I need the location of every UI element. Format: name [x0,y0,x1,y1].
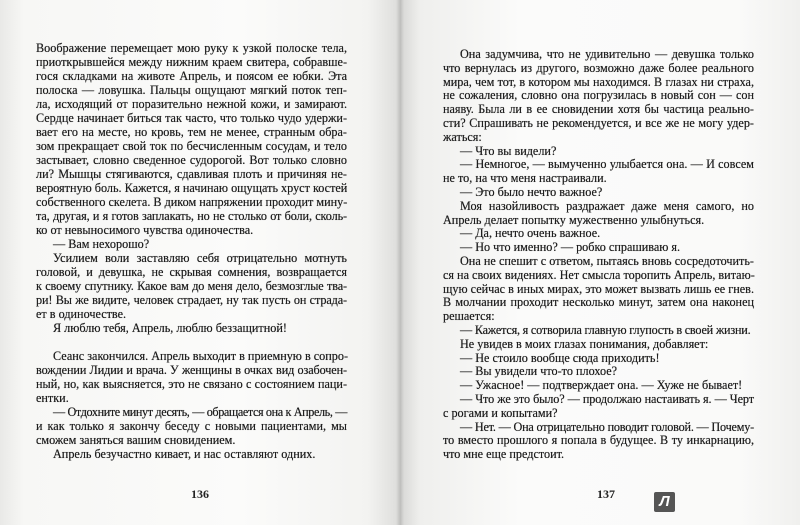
text-line: — Не стоило вообще сюда приходить! [460,350,660,365]
text-line: к своему спутнику. Какое вам до меня дело, безмозглые тва- [36,279,347,294]
text-line: жаться: [443,129,482,144]
text-line: Не увидев в моих глазах понимания, добавляет: [460,336,709,351]
text-line: ли? Мышцы стягиваются, сдавливая плоть и причиняя не- [36,167,347,182]
text-line: что мне еще предстоит. [443,447,565,462]
text-line: — Вы увидели что-то плохое? [460,364,618,379]
text-line: не то, на что меня настраивали. [443,171,607,186]
text-line: — Да, нечто очень важное. [460,226,601,241]
text-line: решается: [443,309,495,324]
text-line: — Кажется, я сотворила главную глупость в своей жизни. [460,322,751,337]
text-line: полоска — ловушка. Пальцы ощущают мягкий поток теп- [36,83,347,98]
text-line: Усилием воли заставляю себя отрицательно мотнуть [53,251,347,266]
text-line: Моя назойливость раздражает даже меня самого, но [460,198,754,213]
right-page [400,0,800,525]
text-line: Она не спешит с ответом, пытаясь вновь сосредоточить- [460,253,754,268]
text-line: Воображение перемещает мою руку к узкой полоске тела, [36,41,347,55]
text-line: — Это было нечто важное? [460,184,603,199]
text-line: ный, но, как выясняется, это не связано с состоянием паци- [36,377,347,392]
text-line: зом прекращает свой ток по бесчисленным сосудам, и тело [36,139,347,154]
text-line: вероятную боль. Кажется, я начинаю ощущать хруст костей [36,181,348,196]
text-line: — Вам нехорошо? [53,237,150,252]
text-line: что вернулась из другого, возможно даже более реального [443,60,754,75]
text-line: ся на своих видениях. Нет смысла торопить Апрель, витаю- [443,267,755,282]
text-line: ет в одиночестве. [36,307,127,322]
text-line: сти? Спрашивать не рекомендуется, и все же не могу удер- [443,115,754,130]
text-line: то вместо прошлого я попала в будущее. В ту инкарнацию, [443,433,754,448]
text-line: вает его на месте, но кровь, тем не менее, странным обра- [36,125,347,140]
text-line: гося складками на животе Апрель, и поясом ее юбки. Эта [36,69,347,84]
text-line: — Что вы видели? [460,143,557,158]
text-line: — Что же это было? — продолжаю настаивать я. — Черт [460,391,754,406]
text-line: сможем заняться вашим сновидением. [36,433,236,448]
text-line: Она задумчива, что не удивительно — девушка только [460,47,754,61]
text-line: приоткрывшейся между нижним краем свитера, собравше- [36,55,347,70]
blank-line [36,335,347,349]
page-number-left: 136 [191,487,209,501]
book-gutter [396,0,404,525]
text-line: и как только я закончу беседу с новыми пациентами, мы [36,419,347,434]
text-line: — Ужасное! — подтверждает она. — Хуже не бывает! [460,378,743,393]
text-line: — Нет. — Она отрицательно поводит головой. — Почему- [460,419,754,434]
text-line: ла, исходящий от поразительно нежной кожи, и замирают. [36,97,347,112]
text-line: — Отдохните минут десять, — обращается она к Апрель, — [53,405,347,420]
text-line: та, другая, и я готов заплакать, но не столько от боли, сколь- [36,209,347,224]
text-line: В молчании проходит несколько минут, затем она наконец [443,295,754,310]
text-line: собственного скелета. В диком напряжении проходит мину- [36,195,348,210]
text-line: — Немногое, — вымученно улыбается она. — И совсем [460,157,754,172]
right-page-text [443,48,754,462]
publisher-logo-icon: Л [654,492,675,512]
text-line: Сердце начинает биться так часто, что только чудо удержи- [36,111,347,126]
left-page-text [36,41,347,461]
page-number-right: 137 [597,487,615,501]
text-line: не сожаления, словно она погрузилась в новый сон — сон [443,88,754,103]
text-line: головой, и девушка, не скрывая сомнения, возвращается [36,265,347,280]
text-line: с рогами и копытами? [443,405,558,420]
text-line: — Но что именно? — робко спрашиваю я. [460,240,681,255]
text-line: Я люблю тебя, Апрель, люблю беззащитной! [53,321,287,336]
text-line: щую сейчас в иных мирах, это может вызвать лишь ее гнев. [443,281,754,296]
text-line: Апрель делает попытку мужественно улыбнуться. [443,212,705,227]
text-line: мира, чем тот, в котором мы находимся. В глазах ни страха, [443,74,754,89]
text-line: Сеанс закончился. Апрель выходит в приемную в сопро- [53,349,349,364]
text-line: наяву. Была ли в ее сновидении хотя бы частица реально- [443,102,754,117]
text-line: Апрель безучастно кивает, и нас оставляют одних. [53,447,316,462]
text-line: застывает, словно сведенное судорогой. Вот только словно [36,153,347,168]
text-line: вождении Лидии и врача. У женщины в очках вид озабочен- [36,363,347,378]
text-line: ко от невыносимого чувства одиночества. [36,223,254,238]
text-line: ри! Вы же видите, человек страдает, ну так пусть он страда- [36,293,347,308]
text-line: ентки. [36,391,69,406]
